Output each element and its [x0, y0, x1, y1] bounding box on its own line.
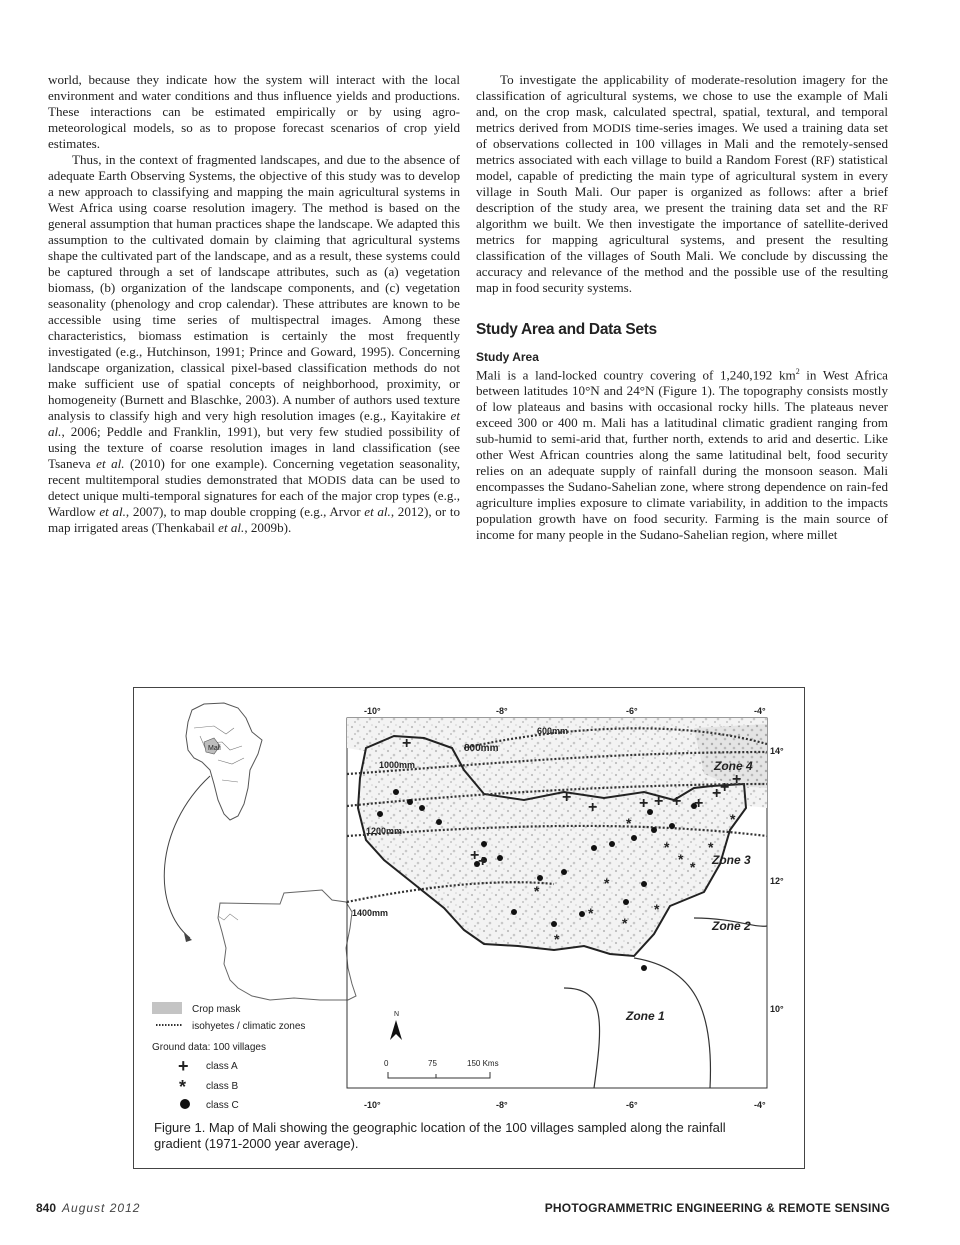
- svg-text:+: +: [588, 799, 598, 816]
- section-heading: Study Area and Data Sets: [476, 321, 657, 338]
- inset-mali-label: Mali: [208, 745, 221, 752]
- lon-label-bottom-4: -4°: [754, 1100, 766, 1110]
- issue-date: August 2012: [62, 1201, 141, 1215]
- paragraph-1: world, because they indicate how the system will interact with the local environment and water conditions and thus influence yields and productions. These interactions can be estimated empirically or by using agro-meteorological models, so as to propose forecast scenarios of crop yield estimates.: [48, 72, 460, 151]
- paragraph-4: Mali is a land-locked country covering of 1,240,192 $km^2$ in West Africa between latitudes 10°N and 24°N (Figure 1). The topography consists mostly of low plateaus and basins with occasional rocky hills. The plateaus never exceed 300 or 400 m. Mali has a latitudinal climatic gradient ranging from sub-humid to semi-arid that, further north, extends to arid and desertic. Like other West African countries along the same latitudinal belt, food security relies on an adequate supply of rainfall during the monsoon season. Mali encompasses the Sudano-Sahelian zone, where strong dependence on rain-fed agriculture implies exposure to climate variability, in addition to the impacts population growth have on food security. Farming is the main source of income for many people in the Sudano-Sahelian region, where millet: [476, 367, 888, 543]
- lon-label-top-4: -4°: [754, 706, 766, 716]
- lat-label-2: 12°: [770, 876, 784, 886]
- svg-text:+: +: [732, 771, 742, 788]
- svg-text:+: +: [694, 795, 704, 812]
- figure-1: [133, 687, 805, 1169]
- zone-4-label: Zone 4: [714, 759, 753, 773]
- legend: [152, 1002, 305, 1111]
- isohyet-1200: 1200mm: [366, 826, 403, 836]
- svg-text:+: +: [654, 793, 664, 810]
- svg-text:*: *: [690, 859, 696, 875]
- zone-1-label: Zone 1: [626, 1009, 665, 1023]
- lon-label-bottom-2: -8°: [496, 1100, 508, 1110]
- north-arrow: [390, 1011, 402, 1040]
- figure-caption: Figure 1. Map of Mali showing the geographic location of the 100 villages sampled along the rainfall gradient (1971-2000 year average).: [154, 1120, 726, 1151]
- class-c-icon: [180, 1099, 190, 1109]
- svg-text:*: *: [554, 931, 560, 947]
- svg-text:+: +: [672, 793, 682, 810]
- legend-class-b: class B: [206, 1081, 239, 1092]
- svg-text:*: *: [622, 915, 628, 931]
- lon-label-bottom-1: -10°: [364, 1100, 381, 1110]
- lon-label-top-2: -8°: [496, 706, 508, 716]
- svg-text:*: *: [604, 875, 610, 891]
- scale-0: 0: [384, 1059, 389, 1068]
- scale-150: 150 Kms: [467, 1059, 499, 1068]
- legend-class-a: class A: [206, 1061, 238, 1072]
- class-b-icon: *: [179, 1077, 187, 1097]
- lon-label-top-1: -10°: [364, 706, 381, 716]
- journal-name: PHOTOGRAMMETRIC ENGINEERING & REMOTE SENSING: [544, 1201, 890, 1215]
- svg-text:+: +: [562, 789, 572, 806]
- svg-text:+: +: [720, 779, 730, 796]
- svg-text:*: *: [730, 811, 736, 827]
- legend-crop-mask: Crop mask: [192, 1004, 241, 1015]
- legend-crop-mask-swatch: [152, 1002, 182, 1014]
- svg-text:*: *: [588, 905, 594, 921]
- isohyet-1000: 1000mm: [379, 760, 416, 770]
- page-number: 840: [36, 1201, 57, 1215]
- svg-text:*: *: [664, 839, 670, 855]
- svg-text:*: *: [654, 901, 660, 917]
- isohyet-600: 600mm: [537, 726, 569, 736]
- lat-label-3: 10°: [770, 1004, 784, 1014]
- svg-text:+: +: [402, 735, 412, 752]
- svg-text:+: +: [639, 795, 649, 812]
- map-figure: [134, 688, 804, 1118]
- svg-text:*: *: [708, 839, 714, 855]
- subsection-heading: Study Area: [476, 350, 539, 364]
- svg-text:+: +: [470, 847, 480, 864]
- left-column: [48, 72, 460, 536]
- legend-ground-data: Ground data: 100 villages: [152, 1042, 266, 1053]
- legend-class-c: class C: [206, 1100, 239, 1111]
- scale-bar: [384, 1059, 499, 1078]
- right-column: [476, 72, 888, 543]
- north-label: N: [394, 1011, 400, 1018]
- paragraph-2: Thus, in the context of fragmented landscapes, and due to the absence of adequate Earth Observing Systems, the objective of this study was to develop a new approach to classifying and mapping the main agricultural systems in West Africa using coarse resolution imagery. The method is based on the general assumption that human practices shape the landscape. We adapted this assumption to the cultivated domain by claiming that agricultural systems shape the cultivated part of the landscape, and as a result, these systems could be captured through a set of landscape attributes, such as (a) vegetation biomass, (b) organization of the landscape components, and (c) vegetation seasonality (phenology and crop calendar). These attributes are known to be accessible using time series of multispectral images. Among these characteristics, biomass estimation is certainly the most frequently investigated (e.g., Hutchinson, 1991; Prince and Goward, 1995). Concerning landscape organization, classical pixel-based classification methods do not make sufficient use of spatial concepts of neighborhood, proximity, or homogeneity (Burnett and Blaschke, 2003). A number of authors used texture analysis to classify high and very high resolution images (e.g., Kayitakire et al., 2006; Peddle and Franklin, 1991), but very few studied possibility of using the texture of coarse resolution images in land classification (see Tsaneva et al. (2010) for one example). Concerning vegetation seasonality, recent multitemporal studies demonstrated that MODIS data can be used to detect unique multi-temporal signatures for each of the major crop types (e.g., Wardlow et al., 2007), to map double cropping (e.g., Arvor et al., 2012), or to map irrigated areas (Thenkabail et al., 2009b).: [48, 152, 461, 535]
- isohyet-800: 800mm: [464, 743, 499, 754]
- inset-africa: [186, 703, 262, 820]
- svg-text:+: +: [712, 785, 722, 802]
- lat-label-1: 14°: [770, 746, 784, 756]
- mali-outline: [218, 890, 356, 1000]
- inset-arrow: [164, 776, 210, 938]
- svg-text:*: *: [534, 883, 540, 899]
- zone-2-label: Zone 2: [712, 919, 751, 933]
- zone-3-label: Zone 3: [712, 853, 751, 867]
- lon-label-bottom-3: -6°: [626, 1100, 638, 1110]
- class-a-icon: +: [178, 1056, 189, 1076]
- scale-75: 75: [428, 1059, 437, 1068]
- paragraph-3: To investigate the applicability of moderate-resolution imagery for the classification of agricultural systems, we chose to use the example of Mali and, on the crop mask, calculated spectral, spatial, textural, and temporal metrics derived from MODIS time-series images. We used a training data set of observations collected in 100 villages in Mali and the remotely-sensed metrics associated with each village to build a Random Forest (RF) statistical model, capable of predicting the main type of agricultural system in every village in South Mali. Our paper is organized as follows: after a brief description of the study area, we present the training data set and the RF algorithm we built. We then investigate the importance of satellite-derived metrics for mapping agricultural systems, and present the resulting classification of the villages of South Mali. We conclude by discussing the accuracy and relevance of the method and the possible use of the resulting map in food security systems.: [476, 72, 888, 295]
- svg-text:*: *: [678, 851, 684, 867]
- legend-isohyetes: isohyetes / climatic zones: [192, 1021, 306, 1032]
- footer-left: [36, 1201, 140, 1215]
- isohyet-1400: 1400mm: [352, 908, 389, 918]
- svg-text:*: *: [626, 815, 632, 831]
- svg-text:+: +: [478, 853, 488, 870]
- lon-label-top-3: -6°: [626, 706, 638, 716]
